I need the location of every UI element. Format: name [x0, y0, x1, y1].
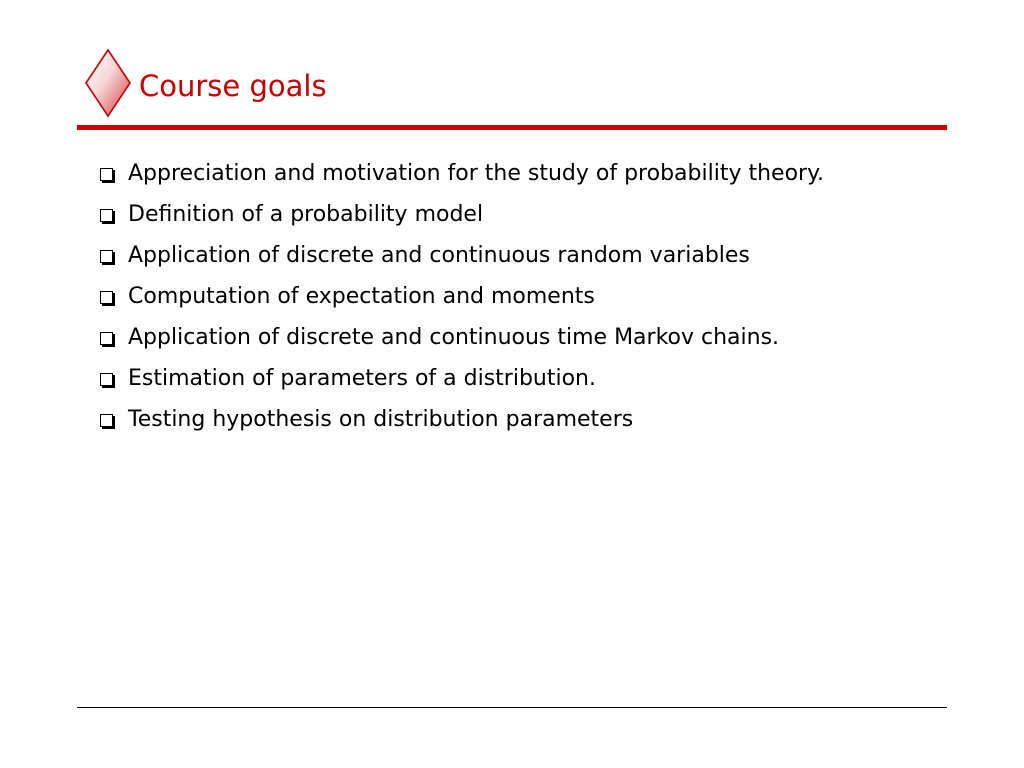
checkbox-square-icon [100, 250, 113, 263]
list-item [100, 197, 920, 233]
checkbox-square-icon [100, 332, 113, 345]
goal-text: Definition of a probability model [128, 202, 484, 227]
checkbox-square-icon [100, 373, 113, 386]
footer-divider [77, 707, 947, 708]
goal-text: Appreciation and motivation for the study of probability theory. [128, 161, 824, 186]
course-goals-list [100, 156, 920, 443]
checkbox-square-icon [100, 414, 113, 427]
goal-text: Testing hypothesis on distribution parameters [128, 407, 634, 432]
goal-text: Application of discrete and continuous random variables [128, 243, 750, 268]
checkbox-square-icon [100, 168, 113, 181]
list-item [100, 238, 920, 274]
list-item [100, 320, 920, 356]
list-item [100, 402, 920, 438]
goal-text: Estimation of parameters of a distribution. [128, 366, 596, 391]
slide-title: Course goals [139, 69, 327, 103]
list-item [100, 156, 920, 192]
list-item [100, 361, 920, 397]
checkbox-square-icon [100, 209, 113, 222]
checkbox-square-icon [100, 291, 113, 304]
red-diamond-icon [84, 48, 132, 118]
goal-text: Computation of expectation and moments [128, 284, 595, 309]
title-divider [77, 125, 947, 130]
list-item [100, 279, 920, 315]
goal-text: Application of discrete and continuous time Markov chains. [128, 325, 780, 350]
